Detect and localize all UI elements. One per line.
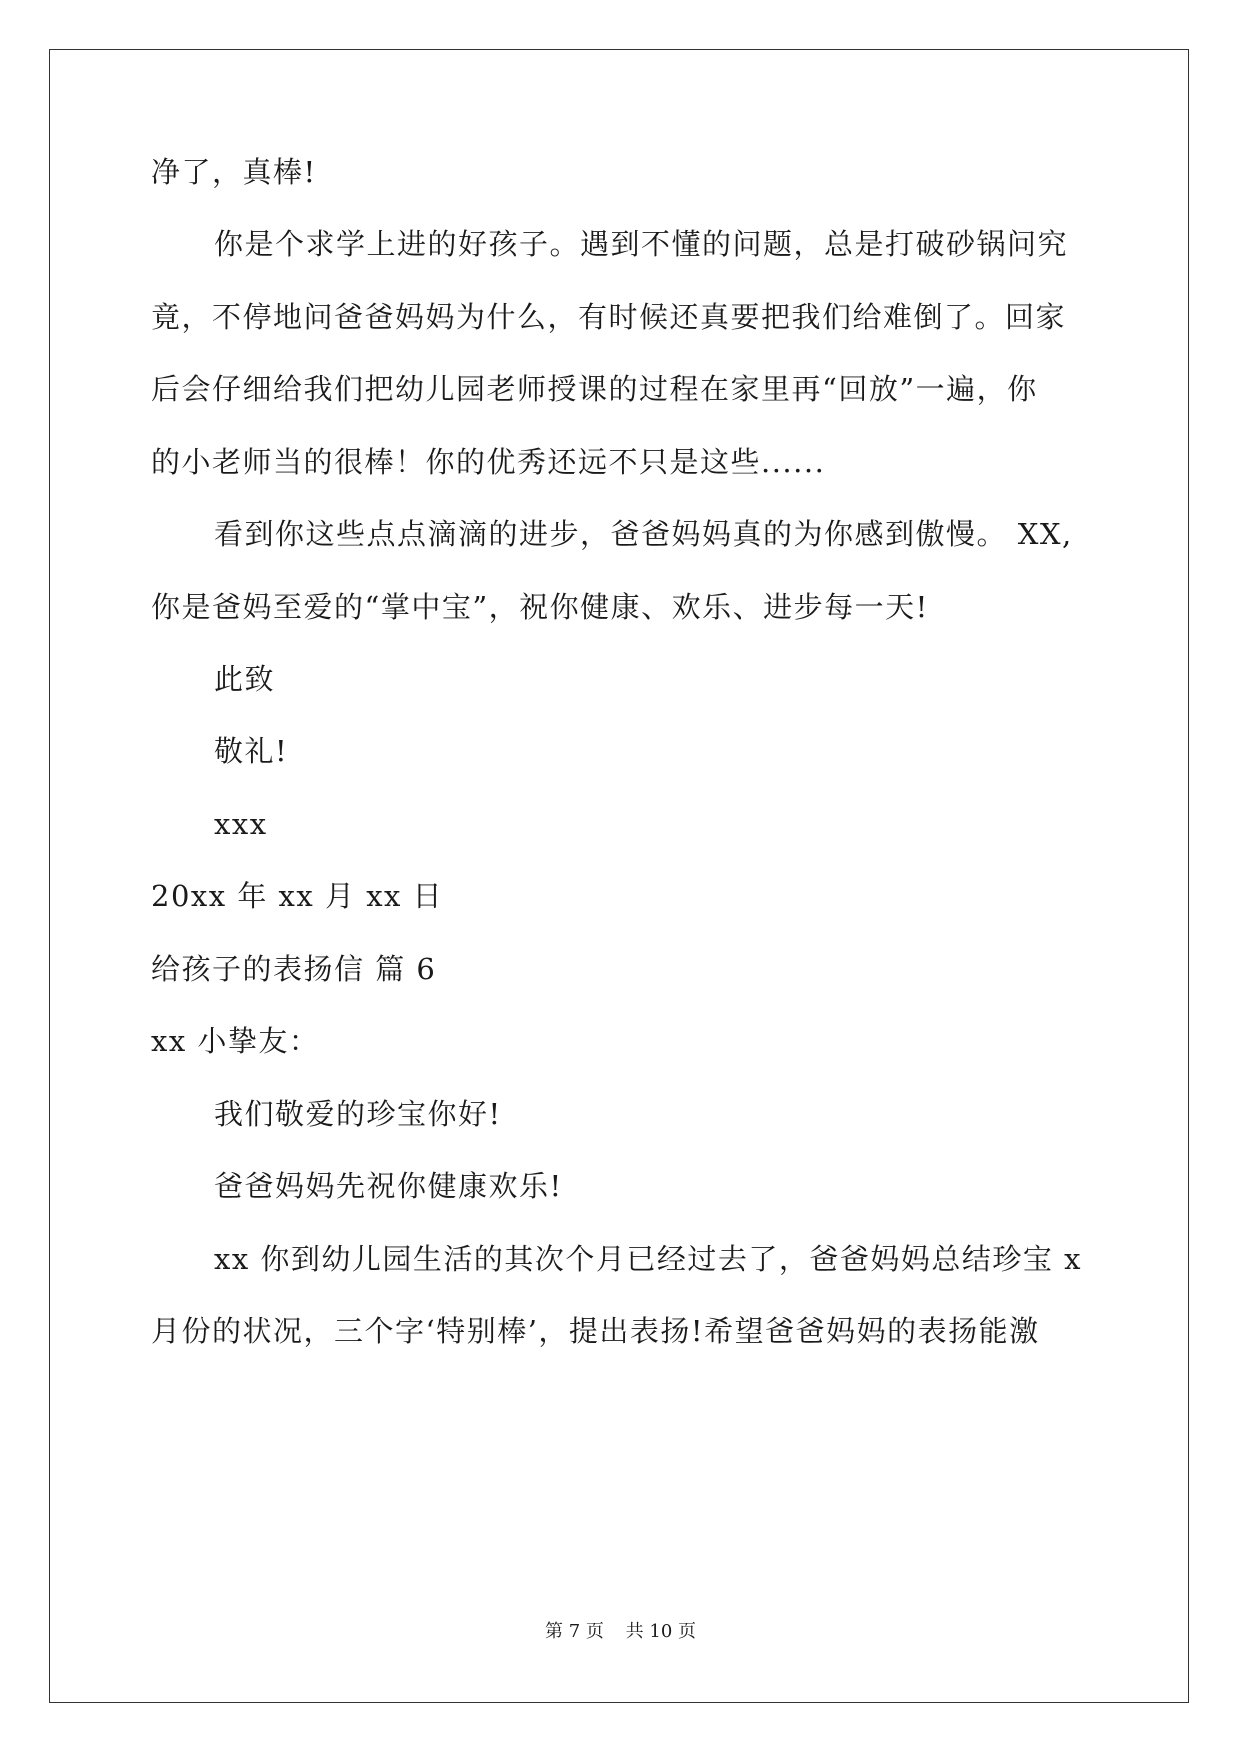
page-total: 共 10 页 [625, 1621, 696, 1642]
text-line: 月份的状况，三个字‘特别棒’，提出表扬!希望爸爸妈妈的表扬能激 [151, 1314, 1040, 1348]
closing-respect: 敬礼! [214, 734, 289, 768]
closing-salutation: 此致 [214, 662, 276, 696]
paragraph-start: 爸爸妈妈先祝你健康欢乐! [214, 1169, 563, 1203]
page-footer [0, 1620, 1241, 1644]
text-line: 你是爸妈至爱的“掌中宝”，祝你健康、欢乐、进步每一天! [151, 590, 929, 624]
letter-date: 20xx 年 xx 月 xx 日 [151, 879, 444, 913]
text-line: 后会仔细给我们把幼儿园老师授课的过程在家里再“回放”一遍，你 [151, 372, 1038, 406]
paragraph-start: xx 你到幼儿园生活的其次个月已经过去了，爸爸妈妈总结珍宝 x [214, 1242, 1083, 1276]
text-line: 竟，不停地问爸爸妈妈为什么，有时候还真要把我们给难倒了。回家 [151, 300, 1067, 334]
text-line: 净了，真棒! [151, 155, 317, 189]
paragraph-start: 我们敬爱的珍宝你好! [214, 1097, 502, 1131]
letter-greeting: xx 小挚友： [151, 1024, 320, 1058]
text-line: 的小老师当的很棒！你的优秀还远不只是这些...... [151, 445, 826, 479]
page-number: 第 7 页 [545, 1621, 604, 1642]
paragraph-start: 你是个求学上进的好孩子。遇到不懂的问题，总是打破砂锅问究 [214, 227, 1069, 261]
section-heading: 给孩子的表扬信 篇 6 [151, 952, 437, 986]
paragraph-start: 看到你这些点点滴滴的进步，爸爸妈妈真的为你感到傲慢。 XX, [214, 517, 1073, 551]
signature: xxx [214, 807, 268, 841]
